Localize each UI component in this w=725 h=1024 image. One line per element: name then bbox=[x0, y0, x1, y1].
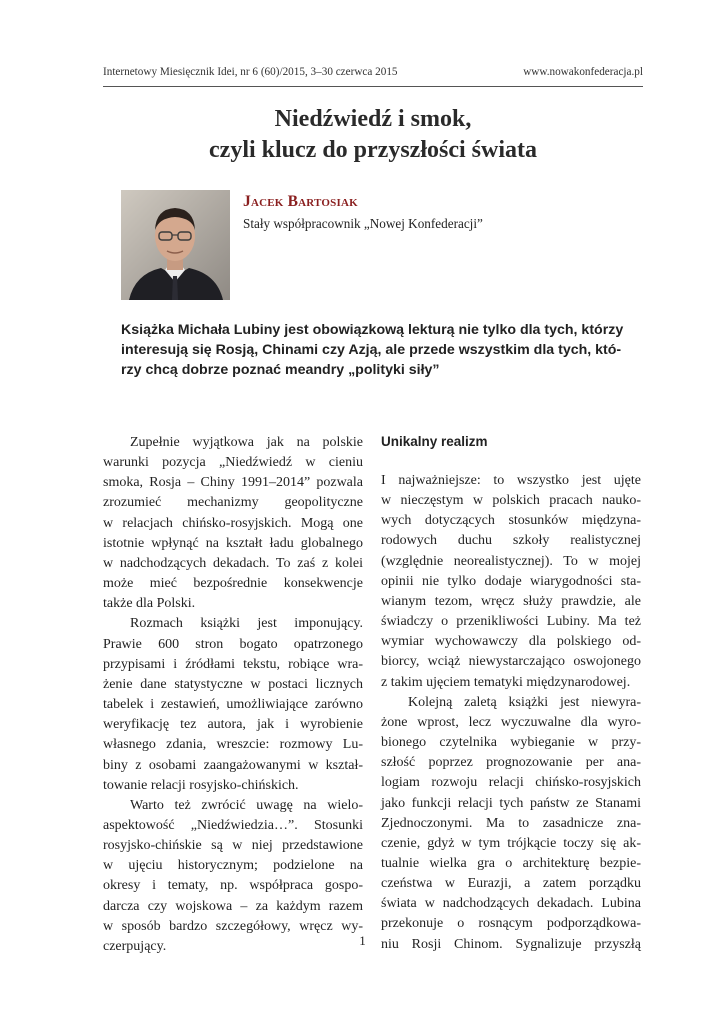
text-line: z takim ujęciem tematyki międzynarodowej. bbox=[381, 674, 631, 690]
text-line: żone wprost, lecz wyczuwalne dla wyro- bbox=[381, 714, 641, 730]
text-line: okresy i tematy, np. współpraca gospo- bbox=[103, 878, 363, 894]
text-line: czeństwa w Eurazji, a zatem porządku bbox=[381, 876, 641, 892]
text-line: czerpujący. bbox=[103, 938, 167, 954]
article-title bbox=[103, 104, 643, 166]
text-line: zrozumieć mechanizmy geopolityczne bbox=[103, 495, 363, 511]
text-line: Zupełnie wyjątkowa jak na polskie bbox=[130, 435, 363, 450]
text-line: (względnie neorealistycznej). To w mojej bbox=[381, 553, 641, 569]
text-line: istotnie wpłynąć na kształt ładu globalnego bbox=[103, 535, 363, 551]
text-line: biorcy, wciąż niewystarczająco oswojonego bbox=[381, 654, 641, 670]
text-line: przekonuje o rosnącym podporządkowa- bbox=[381, 916, 641, 932]
text-line: Kolejną zaletą książki jest niewyra- bbox=[408, 694, 641, 710]
text-line: w ujęciu historycznym; podzielone na bbox=[103, 858, 363, 874]
text-line: wymiar wychowawczy dla polskiego od- bbox=[381, 634, 641, 650]
text-line: bionego czytelnika wybieganie w przy- bbox=[381, 735, 641, 751]
text-line: I najważniejsze: to wszystko jest ujęte bbox=[381, 473, 641, 488]
page-number: 1 bbox=[359, 933, 366, 948]
text-line: tabelek i zestawień, umożliwiające zarówno bbox=[103, 697, 363, 713]
text-line: w nieczęstym w polskich pracach nauko- bbox=[381, 493, 641, 509]
text-line: świata w nadchodzących dekadach. Lubina bbox=[381, 896, 641, 912]
text-line: świadczy o przenikliwości Lubiny. Ma też bbox=[381, 614, 641, 630]
right-text-column bbox=[381, 433, 641, 955]
text-line: biny z osobami zaangażowanymi w kształ- bbox=[103, 757, 363, 773]
section-heading: Unikalny realizm bbox=[381, 434, 488, 449]
text-line: logiam rozwoju relacji chińsko-rosyjskich bbox=[381, 775, 641, 791]
author-role: Stały współpracownik „Nowej Konfederacji” bbox=[243, 216, 483, 231]
text-line: Prawie 600 stron bogato opatrzonego bbox=[103, 636, 363, 652]
text-line: szłość poprzez prognozowanie per ana- bbox=[381, 755, 641, 771]
text-line: towanie relacji rosyjsko-chińskich. bbox=[103, 777, 299, 793]
text-line: aspektowość „Niedźwiedzia…”. Stosunki bbox=[103, 817, 363, 833]
title-line-1: Niedźwiedź i smok, bbox=[274, 106, 472, 132]
text-line: Warto też zwrócić uwagę na wielo- bbox=[130, 797, 363, 813]
lead-line: interesują się Rosją, Chinami czy Azją, ale przede wszystkim dla tych, któ- bbox=[121, 342, 622, 358]
right-body-text bbox=[381, 471, 641, 955]
author-name: Jacek Bartosiak bbox=[243, 193, 358, 210]
text-line: rodowych duchu szkoły realistycznej bbox=[381, 533, 641, 549]
text-line: tualnie wielka gra o architekturę bezpie- bbox=[381, 855, 641, 871]
text-line: własnego zdania, wreszcie: rozmowy Lu- bbox=[103, 737, 363, 753]
text-line: rosyjsko-chińskie są w niej przedstawione bbox=[103, 838, 363, 854]
title-line-2: czyli klucz do przyszłości świata bbox=[209, 137, 537, 163]
text-line: niu Rosji Chinom. Sygnalizuje przyszłą bbox=[381, 936, 641, 952]
text-line: może mieć bezpośrednie konsekwencje bbox=[103, 576, 363, 592]
left-text-column bbox=[103, 433, 363, 957]
text-line: przypisami i źródłami tekstu, robiące wra- bbox=[103, 656, 363, 672]
text-line: w nadchodzących dekadach. To zaś z kolei bbox=[103, 555, 363, 571]
text-line: w relacjach chińsko-rosyjskich. Mogą one bbox=[103, 515, 363, 531]
journal-info: Internetowy Miesięcznik Idei, nr 6 (60)/2015, 3–30 czerwca 2015 bbox=[103, 66, 398, 78]
lead-line: rzy chcą dobrze poznać meandry „polityki siły” bbox=[121, 362, 440, 378]
text-line: także dla Polski. bbox=[103, 596, 196, 612]
header-divider bbox=[103, 86, 643, 87]
text-line: Zjednoczonymi. Ma to zasadnicze zna- bbox=[381, 815, 641, 831]
text-line: opinii nie tylko dodaje wiarygodności sta- bbox=[381, 573, 641, 589]
text-line: darcza czy wojskowa – za każdym razem bbox=[103, 898, 363, 914]
text-line: weryfikację tez autora, jak i wyrobienie bbox=[103, 717, 363, 733]
author-photo bbox=[121, 190, 230, 300]
lead-paragraph bbox=[121, 320, 641, 380]
text-line: wych dotyczących stosunków międzyna- bbox=[381, 513, 641, 529]
lead-line: Książka Michała Lubiny jest obowiązkową lekturą nie tylko dla tych, którzy bbox=[121, 322, 624, 338]
text-line: czenie, gdyż w tym trójkącie toczy się ak- bbox=[381, 835, 641, 851]
text-line: Rozmach książki jest imponujący. bbox=[130, 616, 363, 632]
website-url[interactable]: www.nowakonfederacja.pl bbox=[523, 66, 643, 78]
text-line: smoka, Rosja – Chiny 1991–2014” pozwala bbox=[103, 475, 363, 491]
text-line: wianym tezom, wręcz służy prawdzie, ale bbox=[381, 593, 641, 609]
text-line: w sposób bardzo szczegółowy, wręcz wy- bbox=[103, 918, 363, 934]
text-line: jako funkcji relacji tych państw ze Stanami bbox=[381, 795, 641, 811]
text-line: warunki pozycja „Niedźwiedź w cieniu bbox=[103, 455, 363, 471]
running-header bbox=[103, 66, 643, 78]
text-line: żenie dane statystyczne w postaci licznych bbox=[103, 676, 363, 692]
